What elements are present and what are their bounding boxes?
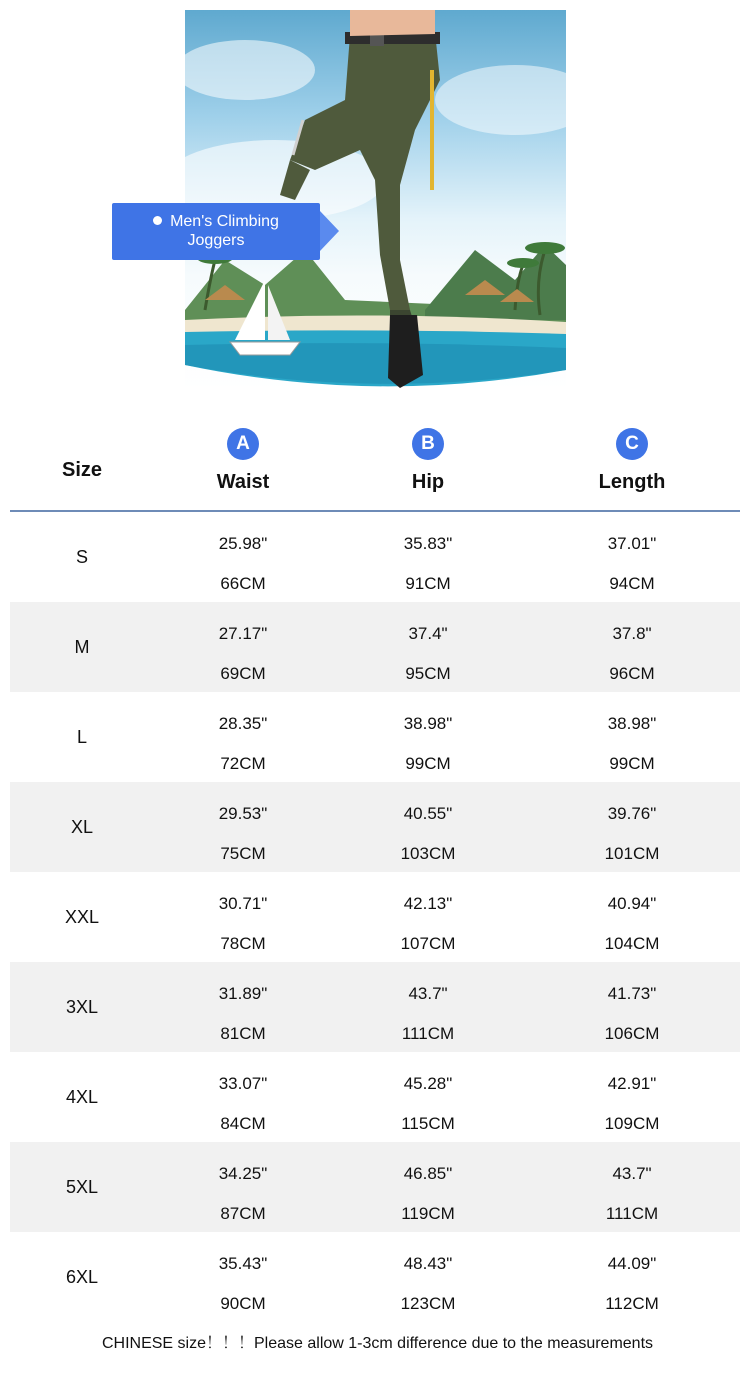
waist-in-cell: 30.71" bbox=[218, 894, 268, 913]
header-length bbox=[524, 420, 740, 510]
badge-c: C bbox=[616, 428, 648, 460]
hip-in-cell: 43.7" bbox=[408, 984, 448, 1003]
table-row bbox=[10, 1052, 740, 1142]
waist-cm-cell: 84CM bbox=[220, 1114, 266, 1133]
length-in-cell: 41.73" bbox=[607, 984, 657, 1003]
table-row bbox=[10, 872, 740, 962]
length-in-cell: 37.01" bbox=[607, 534, 657, 553]
product-photo bbox=[185, 10, 566, 390]
waist-in-cell: 28.35" bbox=[218, 714, 268, 733]
table-row bbox=[10, 602, 740, 692]
header-waist-label: Waist bbox=[216, 471, 270, 493]
bullet-icon bbox=[153, 216, 162, 225]
hip-cm-cell: 91CM bbox=[405, 574, 451, 593]
hip-cm-cell: 103CM bbox=[400, 844, 456, 863]
hip-in-cell: 46.85" bbox=[403, 1164, 453, 1183]
size-cell: 4XL bbox=[65, 1087, 99, 1107]
size-cell: S bbox=[75, 547, 88, 567]
waist-in-cell: 27.17" bbox=[218, 624, 268, 643]
table-header bbox=[10, 420, 740, 512]
waist-cm-cell: 66CM bbox=[220, 574, 266, 593]
hip-in-cell: 48.43" bbox=[403, 1254, 453, 1273]
table-row bbox=[10, 512, 740, 602]
hip-cm-cell: 123CM bbox=[400, 1294, 456, 1313]
badge-b: B bbox=[412, 428, 444, 460]
hip-cm-cell: 99CM bbox=[405, 754, 451, 773]
hip-in-cell: 38.98" bbox=[403, 714, 453, 733]
length-cm-cell: 96CM bbox=[609, 664, 655, 683]
waist-cm-cell: 72CM bbox=[220, 754, 266, 773]
size-cell: M bbox=[74, 637, 90, 657]
hip-in-cell: 37.4" bbox=[408, 624, 448, 643]
length-cm-cell: 112CM bbox=[605, 1294, 659, 1313]
waist-in-cell: 25.98" bbox=[218, 534, 268, 553]
hip-in-cell: 35.83" bbox=[403, 534, 453, 553]
hip-in-cell: 40.55" bbox=[403, 804, 453, 823]
waist-cm-cell: 87CM bbox=[220, 1204, 266, 1223]
length-cm-cell: 104CM bbox=[604, 934, 660, 953]
size-chart-table bbox=[10, 420, 740, 1322]
waist-cm-cell: 75CM bbox=[220, 844, 266, 863]
table-row bbox=[10, 1232, 740, 1322]
size-cell: L bbox=[76, 727, 87, 747]
hip-cm-cell: 111CM bbox=[401, 1024, 455, 1043]
length-in-cell: 38.98" bbox=[607, 714, 657, 733]
hip-cm-cell: 95CM bbox=[405, 664, 451, 683]
waist-cm-cell: 90CM bbox=[220, 1294, 266, 1313]
header-length-label: Length bbox=[598, 471, 666, 493]
size-cell: 5XL bbox=[65, 1177, 99, 1197]
hip-cm-cell: 119CM bbox=[401, 1204, 455, 1223]
hip-in-cell: 42.13" bbox=[403, 894, 453, 913]
size-cell: 3XL bbox=[65, 997, 99, 1017]
length-cm-cell: 99CM bbox=[609, 754, 655, 773]
waist-in-cell: 33.07" bbox=[218, 1074, 268, 1093]
table-row bbox=[10, 782, 740, 872]
length-in-cell: 42.91" bbox=[607, 1074, 657, 1093]
length-in-cell: 43.7" bbox=[612, 1164, 652, 1183]
length-cm-cell: 111CM bbox=[605, 1204, 659, 1223]
header-size-label: Size bbox=[61, 459, 103, 481]
table-row bbox=[10, 962, 740, 1052]
waist-cm-cell: 78CM bbox=[220, 934, 266, 953]
waist-in-cell: 34.25" bbox=[218, 1164, 268, 1183]
length-cm-cell: 109CM bbox=[604, 1114, 660, 1133]
header-waist bbox=[154, 420, 332, 510]
measurement-note: CHINESE size！！！Please allow 1-3cm difference due to the measurements bbox=[101, 1335, 654, 1352]
waist-in-cell: 29.53" bbox=[218, 804, 268, 823]
length-in-cell: 40.94" bbox=[607, 894, 657, 913]
header-hip bbox=[332, 420, 524, 510]
size-cell: 6XL bbox=[65, 1267, 99, 1287]
hip-in-cell: 45.28" bbox=[403, 1074, 453, 1093]
header-size bbox=[10, 420, 154, 510]
length-in-cell: 44.09" bbox=[607, 1254, 657, 1273]
length-cm-cell: 94CM bbox=[609, 574, 655, 593]
waist-in-cell: 35.43" bbox=[218, 1254, 268, 1273]
hip-cm-cell: 107CM bbox=[400, 934, 456, 953]
waist-cm-cell: 81CM bbox=[220, 1024, 266, 1043]
product-tag-label: Men's Climbing Joggers bbox=[170, 213, 279, 249]
waist-cm-cell: 69CM bbox=[220, 664, 266, 683]
table-row bbox=[10, 1142, 740, 1232]
header-hip-label: Hip bbox=[411, 471, 445, 493]
length-cm-cell: 101CM bbox=[604, 844, 660, 863]
length-in-cell: 37.8" bbox=[612, 624, 652, 643]
product-tag bbox=[112, 203, 320, 260]
product-illustration bbox=[185, 10, 566, 390]
waist-in-cell: 31.89" bbox=[218, 984, 268, 1003]
size-cell: XL bbox=[70, 817, 94, 837]
length-in-cell: 39.76" bbox=[607, 804, 657, 823]
table-row bbox=[10, 692, 740, 782]
size-cell: XXL bbox=[64, 907, 100, 927]
length-cm-cell: 106CM bbox=[604, 1024, 660, 1043]
badge-a: A bbox=[227, 428, 259, 460]
hip-cm-cell: 115CM bbox=[401, 1114, 455, 1133]
